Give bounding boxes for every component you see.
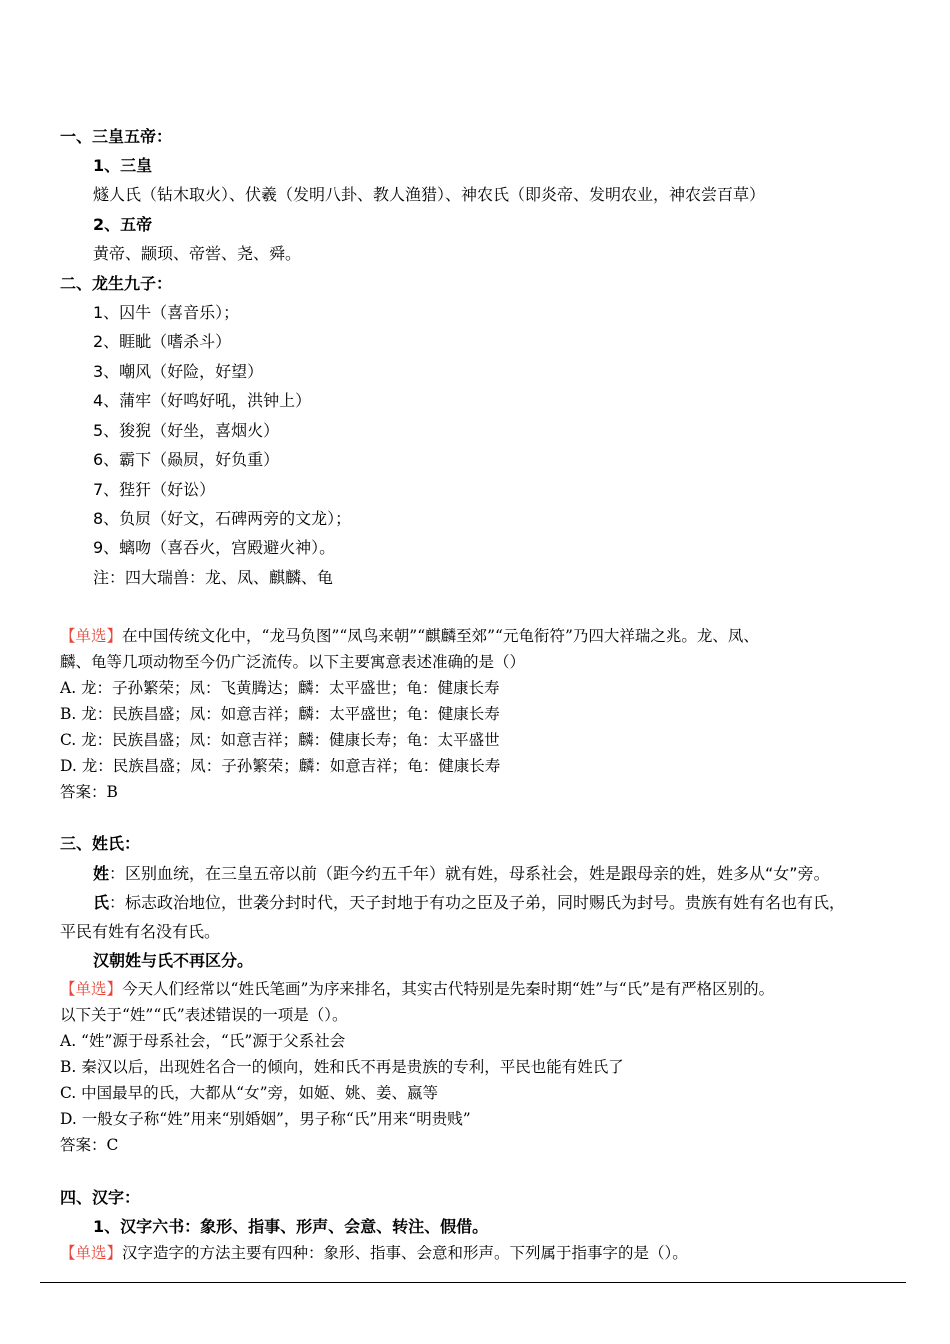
list-item: 2、睚眦（嗜杀斗） bbox=[93, 332, 232, 351]
ruishou-note: 注：四大瑞兽：龙、凤、麒麟、龟 bbox=[93, 568, 334, 587]
section-heading-hanzi: 四、汉字： bbox=[60, 1188, 141, 1207]
question-1-answer: 答案：B bbox=[60, 783, 118, 801]
list-item: 5、狻猊（好坐，喜烟火） bbox=[93, 421, 280, 440]
single-choice-tag: 【单选】 bbox=[60, 1244, 123, 1262]
question-3-stem-line1: 汉字造字的方法主要有四种：象形、指事、会意和形声。下列属于指事字的是（）。 bbox=[122, 1244, 688, 1262]
question-1-option-a: A. 龙：子孙繁荣；凤：飞黄腾达；麟：太平盛世；龟：健康长寿 bbox=[60, 679, 500, 697]
question-2-option-b: B. 秦汉以后，出现姓名合一的倾向，姓和氏不再是贵族的专利，平民也能有姓氏了 bbox=[60, 1058, 624, 1076]
list-item: 7、狴犴（好讼） bbox=[93, 480, 216, 499]
question-2-option-a: A. “姓”源于母系社会，“氏”源于父系社会 bbox=[60, 1032, 346, 1050]
question-1-option-c: C. 龙：民族昌盛；凤：如意吉祥；麟：健康长寿；龟：太平盛世 bbox=[60, 731, 500, 749]
question-2-stem-line2: 以下关于“姓”“氏”表述错误的一项是（）。 bbox=[60, 1006, 348, 1024]
section-heading-xingshi: 三、姓氏： bbox=[60, 834, 141, 853]
question-2-stem-line1: 今天人们经常以“姓氏笔画”为序来排名，其实古代特别是先秦时期“姓”与“氏”是有严格区别的。 bbox=[122, 980, 775, 998]
single-choice-tag: 【单选】 bbox=[60, 627, 123, 645]
shi-text: ：标志政治地位，世袭分封时代，天子封地于有功之臣及子弟，同时赐氏为封号。贵族有姓有名也有氏， bbox=[109, 893, 846, 912]
question-1-stem bbox=[60, 624, 759, 646]
shi-definition-line2: 平民有姓有名没有氏。 bbox=[60, 922, 221, 941]
wudi-text: 黄帝、颛顼、帝喾、尧、舜。 bbox=[93, 244, 302, 263]
xing-text: ：区别血统，在三皇五帝以前（距今约五千年）就有姓，母系社会，姓是跟母亲的姓，姓多从“女”旁。 bbox=[109, 864, 830, 883]
section-heading-longsheng: 二、龙生九子： bbox=[60, 274, 173, 293]
subheading-sanhuang: 1、三皇 bbox=[93, 156, 153, 175]
question-3-stem bbox=[60, 1241, 688, 1263]
list-item: 8、负屃（好文，石碑两旁的文龙）； bbox=[93, 509, 352, 528]
question-1-stem-line1: 在中国传统文化中，“龙马负图”“凤鸟来朝”“麒麟至郊”“元龟衔符”乃四大祥瑞之兆。龙、凤、 bbox=[122, 627, 759, 645]
single-choice-tag: 【单选】 bbox=[60, 980, 123, 998]
question-1-option-d: D. 龙：民族昌盛；凤：子孙繁荣；麟：如意吉祥；龟：健康长寿 bbox=[60, 757, 501, 775]
liushu-heading: 1、汉字六书：象形、指事、形声、会意、转注、假借。 bbox=[93, 1217, 489, 1236]
question-2-option-d: D. 一般女子称“姓”用来“别婚姻”，男子称“氏”用来“明贵贱” bbox=[60, 1110, 471, 1128]
list-item: 3、嘲风（好险，好望） bbox=[93, 362, 264, 381]
question-2-option-c: C. 中国最早的氏，大都从“女”旁，如姬、姚、姜、嬴等 bbox=[60, 1084, 439, 1102]
xing-label: 姓 bbox=[93, 864, 110, 883]
section-heading-sanhuang: 一、三皇五帝： bbox=[60, 127, 173, 146]
list-item: 1、囚牛（喜音乐）； bbox=[93, 303, 240, 322]
question-2-answer: 答案：C bbox=[60, 1136, 119, 1154]
list-item: 6、霸下（赑屃，好负重） bbox=[93, 450, 280, 469]
subheading-wudi: 2、五帝 bbox=[93, 215, 153, 234]
shi-definition bbox=[93, 890, 845, 913]
question-1-stem-line2: 麟、龟等几项动物至今仍广泛流传。以下主要寓意表述准确的是（） bbox=[60, 653, 526, 671]
sanhuang-text: 燧人氏（钻木取火）、伏羲（发明八卦、教人渔猎）、神农氏（即炎帝、发明农业，神农尝百草） bbox=[93, 185, 766, 204]
xing-definition bbox=[93, 861, 830, 884]
list-item: 9、螭吻（喜吞火，宫殿避火神）。 bbox=[93, 538, 336, 557]
list-item: 4、蒲牢（好鸣好吼，洪钟上） bbox=[93, 391, 312, 410]
question-1-option-b: B. 龙：民族昌盛；凤：如意吉祥；麟：太平盛世；龟：健康长寿 bbox=[60, 705, 500, 723]
question-2-stem bbox=[60, 977, 774, 999]
han-note: 汉朝姓与氏不再区分。 bbox=[93, 951, 254, 970]
shi-label: 氏 bbox=[93, 893, 110, 912]
footer-rule bbox=[40, 1282, 906, 1283]
